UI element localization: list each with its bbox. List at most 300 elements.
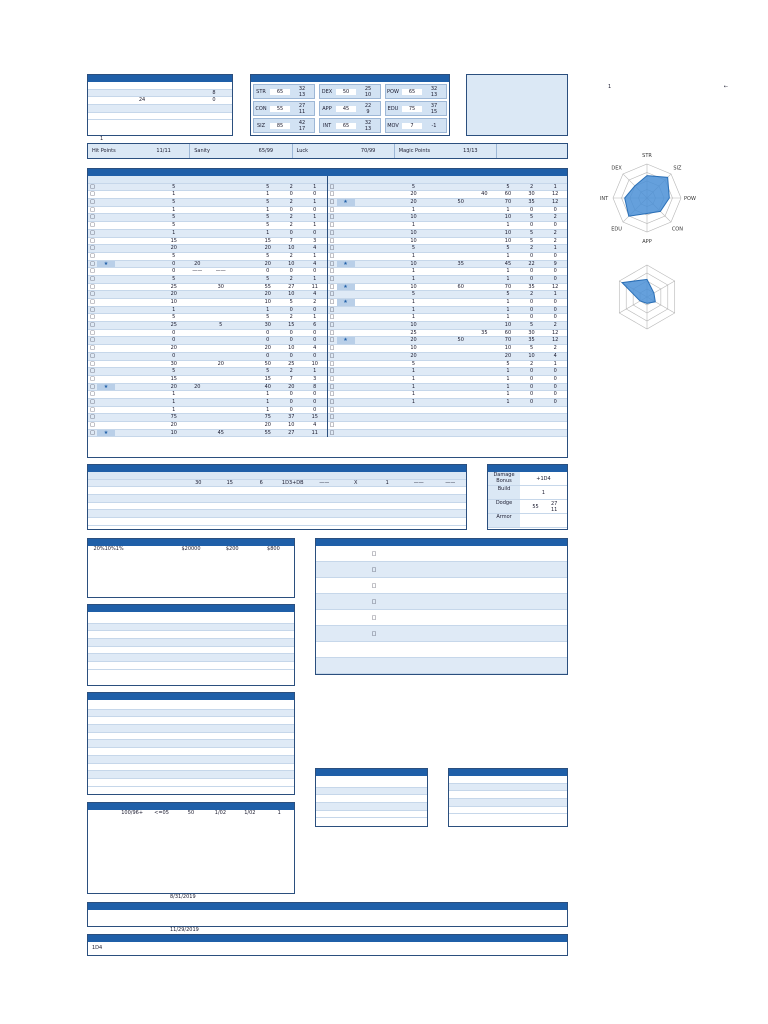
skill-value bbox=[233, 253, 257, 260]
basic-info-rows bbox=[88, 82, 232, 120]
skill-value: 35 bbox=[528, 199, 535, 206]
background-line-cell[interactable] bbox=[88, 771, 294, 778]
skill-row bbox=[88, 407, 327, 415]
skill-checkbox[interactable]: □ bbox=[90, 391, 95, 398]
skill-value bbox=[233, 207, 257, 214]
skill-value bbox=[473, 222, 497, 229]
skill-name bbox=[115, 245, 162, 252]
background-line-cell[interactable] bbox=[88, 733, 294, 740]
skill-value: 25 bbox=[288, 360, 295, 367]
skill-value: 11 bbox=[311, 283, 318, 290]
skill-value: 2 bbox=[553, 322, 557, 329]
story-checkbox[interactable]: □ bbox=[371, 566, 377, 573]
skill-row bbox=[88, 376, 327, 384]
background-line-cell[interactable] bbox=[88, 764, 294, 771]
skill-checkbox[interactable]: □ bbox=[90, 275, 95, 282]
skill-value: 0 bbox=[313, 229, 317, 236]
skill-value: 5 bbox=[266, 222, 270, 229]
attribute-fifth: 17 bbox=[298, 125, 306, 132]
relation-line-cell[interactable] bbox=[316, 803, 427, 810]
skill-occupation-mark bbox=[337, 384, 355, 391]
skill-value bbox=[209, 291, 233, 298]
skill-value: 10 bbox=[264, 299, 271, 305]
spell-line-cell[interactable] bbox=[449, 807, 567, 814]
skill-occupation-mark bbox=[97, 253, 115, 260]
skill-value: 1 bbox=[411, 391, 416, 398]
skill-row bbox=[88, 391, 327, 399]
skill-value: 5 bbox=[172, 183, 176, 190]
skill-checkbox[interactable]: □ bbox=[90, 383, 95, 390]
skill-value: 0 bbox=[529, 222, 534, 229]
combat-col-label bbox=[225, 472, 259, 479]
basic-info-cell: 0 bbox=[212, 97, 216, 104]
skill-checkbox[interactable]: □ bbox=[90, 191, 95, 198]
skill-value bbox=[473, 199, 497, 206]
skill-value bbox=[520, 430, 544, 437]
skill-value bbox=[473, 253, 497, 260]
skill-value bbox=[186, 422, 210, 429]
story-checkbox[interactable]: □ bbox=[371, 630, 377, 637]
skill-name bbox=[115, 299, 162, 306]
skill-value bbox=[543, 430, 567, 437]
skill-row bbox=[328, 330, 568, 338]
skill-value: 1 bbox=[411, 252, 416, 259]
skill-checkbox[interactable]: □ bbox=[90, 229, 95, 236]
skill-checkbox[interactable]: □ bbox=[90, 260, 95, 267]
skill-value bbox=[186, 414, 210, 421]
relation-line bbox=[316, 788, 427, 796]
skill-checkbox[interactable]: □ bbox=[90, 237, 95, 244]
skill-checkbox[interactable]: □ bbox=[90, 429, 95, 436]
attribute-code: APP bbox=[322, 105, 332, 112]
skill-value bbox=[449, 184, 473, 191]
attribute-code: POW bbox=[387, 88, 399, 95]
skill-row bbox=[88, 399, 327, 407]
attribute-radar-axis-label: DEX bbox=[611, 165, 622, 172]
skill-value: 1 bbox=[506, 383, 510, 390]
skill-checkbox[interactable]: □ bbox=[90, 322, 95, 329]
skill-row bbox=[88, 384, 327, 392]
skill-checkbox[interactable]: □ bbox=[90, 422, 95, 428]
skill-value: 0 bbox=[313, 352, 317, 359]
skills-col-label bbox=[540, 176, 567, 183]
skill-value bbox=[233, 376, 257, 383]
skill-checkbox[interactable]: □ bbox=[90, 314, 95, 321]
skill-checkbox[interactable]: □ bbox=[329, 306, 335, 313]
skill-value: 2 bbox=[289, 214, 293, 221]
skill-value: 5 bbox=[172, 368, 176, 375]
skill-value: 1 bbox=[411, 299, 416, 305]
skill-checkbox[interactable]: □ bbox=[90, 206, 95, 213]
attribute-fractions bbox=[358, 103, 378, 115]
skill-value bbox=[520, 414, 544, 421]
skill-value: 7 bbox=[289, 375, 293, 382]
combat-cell: 1D3+DB bbox=[281, 479, 304, 486]
skill-value: 2 bbox=[553, 229, 557, 236]
skill-checkbox[interactable]: □ bbox=[90, 222, 95, 229]
story-checkbox[interactable]: □ bbox=[371, 582, 377, 589]
skill-checkbox[interactable]: □ bbox=[90, 183, 95, 190]
skill-checkbox[interactable]: □ bbox=[90, 245, 95, 252]
skill-checkbox[interactable]: □ bbox=[329, 391, 335, 398]
skill-checkbox[interactable]: □ bbox=[90, 252, 95, 259]
skill-checkbox[interactable]: □ bbox=[329, 414, 335, 421]
skill-name bbox=[115, 230, 162, 237]
skill-value bbox=[473, 391, 497, 398]
spell-line-cell[interactable] bbox=[449, 776, 567, 783]
story-checkbox[interactable]: □ bbox=[371, 550, 377, 557]
skill-value bbox=[473, 368, 497, 375]
skill-value bbox=[425, 268, 449, 275]
skill-value bbox=[186, 253, 210, 260]
relation-line-cell[interactable] bbox=[316, 780, 427, 787]
basic-info-cell bbox=[88, 90, 124, 97]
derived-label-en: Damage Bonus bbox=[493, 472, 515, 484]
skill-occupation-mark: ★ bbox=[337, 337, 355, 344]
skill-value: 5 bbox=[506, 245, 510, 252]
skill-checkbox[interactable]: □ bbox=[90, 337, 95, 344]
attribute-cell bbox=[319, 118, 381, 133]
skill-checkbox[interactable]: □ bbox=[329, 191, 335, 198]
skill-checkbox[interactable]: □ bbox=[329, 368, 335, 375]
combat-cell: 30 bbox=[195, 479, 202, 486]
skill-value bbox=[209, 376, 233, 383]
attribute-radar-axis-label: CON bbox=[671, 226, 683, 233]
item-line-cell[interactable] bbox=[88, 647, 294, 654]
background-line-cell[interactable] bbox=[88, 725, 294, 732]
skill-value: 1 bbox=[411, 206, 416, 213]
skill-value bbox=[402, 430, 426, 437]
skill-occupation-mark bbox=[97, 291, 115, 298]
skill-row bbox=[88, 261, 327, 269]
basic-info-cell: 24 bbox=[138, 97, 146, 104]
madness-values bbox=[88, 810, 294, 817]
skill-value: 70 bbox=[504, 199, 512, 206]
background-line bbox=[88, 702, 294, 710]
skill-value bbox=[425, 307, 449, 314]
skill-checkbox[interactable]: □ bbox=[329, 252, 335, 259]
skill-checkbox[interactable]: □ bbox=[90, 352, 95, 359]
skill-value bbox=[425, 222, 449, 229]
skill-value: 0 bbox=[553, 368, 557, 375]
skill-checkbox[interactable]: □ bbox=[329, 245, 335, 252]
background-line bbox=[88, 710, 294, 718]
skills-col-label bbox=[168, 176, 194, 183]
background-line-cell[interactable] bbox=[88, 756, 294, 763]
attribute-value: 75 bbox=[402, 106, 422, 112]
relation-line-cell[interactable] bbox=[316, 795, 427, 802]
skill-checkbox[interactable]: □ bbox=[329, 406, 335, 413]
skill-checkbox[interactable]: □ bbox=[90, 291, 95, 298]
skill-row bbox=[328, 291, 568, 299]
attribute-code: STR bbox=[256, 88, 266, 95]
skill-checkbox[interactable]: □ bbox=[90, 214, 95, 221]
background-line-cell[interactable] bbox=[88, 740, 294, 747]
skill-value: 2 bbox=[529, 183, 534, 190]
skill-value bbox=[186, 191, 210, 198]
skill-value: 20 bbox=[170, 422, 177, 428]
skill-checkbox[interactable]: □ bbox=[329, 352, 335, 359]
skill-checkbox[interactable]: □ bbox=[329, 345, 335, 352]
skill-value: 5 bbox=[172, 214, 176, 221]
madness-line bbox=[88, 844, 294, 853]
skill-checkbox[interactable]: □ bbox=[90, 329, 95, 336]
item-line-cell[interactable] bbox=[88, 631, 294, 638]
skill-value: 0 bbox=[289, 229, 293, 236]
skill-name bbox=[355, 376, 402, 383]
skills-col-label bbox=[381, 176, 408, 183]
combat-cell bbox=[120, 480, 152, 487]
attribute-name bbox=[386, 123, 400, 129]
skill-checkbox[interactable]: □ bbox=[329, 322, 335, 329]
attribute-radar-axis-label: POW bbox=[684, 196, 696, 202]
skill-value bbox=[473, 299, 497, 306]
madness-line bbox=[88, 853, 294, 862]
skill-row bbox=[88, 222, 327, 230]
skill-name bbox=[115, 261, 162, 268]
story-checkbox[interactable]: □ bbox=[371, 598, 377, 605]
skill-name bbox=[115, 322, 162, 329]
skill-value bbox=[449, 422, 473, 429]
skill-value bbox=[496, 422, 520, 429]
attribute-value: 65 bbox=[402, 89, 422, 95]
skill-value: 37 bbox=[288, 414, 295, 421]
basic-info-cell bbox=[88, 113, 124, 120]
skill-value: 0 bbox=[289, 329, 293, 336]
skill-checkbox[interactable]: □ bbox=[329, 329, 335, 336]
skill-checkbox[interactable]: □ bbox=[329, 214, 335, 221]
skill-checkbox[interactable]: □ bbox=[90, 299, 95, 305]
right-note-value-1: 1 bbox=[608, 84, 612, 90]
skill-checkbox[interactable]: □ bbox=[329, 206, 335, 213]
skill-value bbox=[425, 337, 449, 344]
skill-occupation-mark bbox=[337, 314, 355, 321]
skill-value bbox=[425, 422, 449, 429]
skill-value bbox=[449, 207, 473, 214]
skill-checkbox[interactable]: □ bbox=[329, 268, 335, 275]
status-label-en: Magic Points bbox=[398, 148, 431, 154]
combat-cell: 15 bbox=[226, 479, 233, 486]
skill-occupation-mark bbox=[97, 353, 115, 360]
skill-value: 2 bbox=[553, 345, 557, 352]
skill-row bbox=[88, 276, 327, 284]
skill-value: 5 bbox=[172, 314, 176, 321]
skill-occupation-mark: ★ bbox=[97, 384, 115, 391]
skill-value: 0 bbox=[529, 375, 534, 382]
skill-checkbox[interactable]: □ bbox=[329, 229, 335, 236]
skill-checkbox[interactable]: □ bbox=[329, 291, 335, 298]
skill-value: 0 bbox=[529, 368, 534, 375]
wealth-values bbox=[88, 546, 294, 553]
skill-value bbox=[209, 276, 233, 283]
skill-checkbox[interactable]: □ bbox=[329, 422, 335, 428]
story-checkbox[interactable]: □ bbox=[371, 614, 377, 621]
skill-name bbox=[355, 214, 402, 221]
spell-line-cell[interactable] bbox=[449, 799, 567, 806]
skill-value: 1 bbox=[172, 391, 176, 398]
skill-value: 5 bbox=[529, 322, 534, 329]
skill-value bbox=[233, 407, 257, 414]
skill-checkbox[interactable]: □ bbox=[90, 398, 95, 405]
skill-value: 20 bbox=[170, 345, 177, 352]
background-line-cell[interactable] bbox=[88, 710, 294, 717]
background-line-cell[interactable] bbox=[88, 717, 294, 724]
skill-checkbox[interactable]: □ bbox=[90, 360, 95, 367]
skill-checkbox[interactable]: □ bbox=[329, 199, 335, 206]
skill-checkbox[interactable]: □ bbox=[90, 414, 95, 421]
madness-value: 1 bbox=[277, 810, 281, 816]
skill-value: 30 bbox=[170, 360, 177, 367]
skill-name bbox=[355, 330, 402, 337]
item-line-cell[interactable] bbox=[88, 624, 294, 631]
derived-label-en: Dodge bbox=[495, 500, 513, 506]
skill-checkbox[interactable]: □ bbox=[329, 360, 335, 367]
skill-name bbox=[355, 253, 402, 260]
skill-value: 20 bbox=[194, 383, 201, 390]
skill-checkbox[interactable]: □ bbox=[329, 260, 335, 267]
skill-occupation-mark bbox=[97, 422, 115, 429]
attribute-fractions bbox=[424, 86, 444, 98]
skill-row bbox=[328, 184, 568, 192]
skill-row bbox=[328, 322, 568, 330]
skill-value: 10 bbox=[528, 352, 535, 359]
skills-col-label bbox=[115, 176, 141, 183]
skill-name bbox=[115, 368, 162, 375]
skill-checkbox[interactable]: □ bbox=[90, 306, 95, 313]
skill-checkbox[interactable]: □ bbox=[329, 222, 335, 229]
skill-value: 0 bbox=[172, 268, 176, 275]
skill-checkbox[interactable]: □ bbox=[90, 283, 95, 290]
skill-value: 0 bbox=[529, 306, 534, 313]
background-line-cell[interactable] bbox=[88, 779, 294, 786]
skill-value bbox=[186, 207, 210, 214]
portrait-box[interactable] bbox=[466, 74, 568, 136]
right-note-values bbox=[608, 84, 728, 90]
skill-value bbox=[186, 230, 210, 237]
skills-left-column bbox=[88, 176, 328, 437]
skill-value: 1 bbox=[411, 275, 416, 282]
skill-value bbox=[425, 384, 449, 391]
skill-checkbox[interactable]: □ bbox=[90, 368, 95, 375]
skill-value bbox=[473, 322, 497, 329]
skill-name bbox=[115, 284, 162, 291]
skill-occupation-mark bbox=[337, 222, 355, 229]
skill-value: 0 bbox=[553, 391, 557, 398]
skills-col-label bbox=[194, 176, 220, 183]
combat-col-label bbox=[191, 472, 225, 479]
combat-cell: —— bbox=[413, 479, 424, 486]
skill-value bbox=[233, 222, 257, 229]
spell-line-cell[interactable] bbox=[449, 784, 567, 791]
skill-occupation-mark: ★ bbox=[97, 430, 115, 437]
relations-header bbox=[316, 769, 427, 776]
attribute-value: 7 bbox=[402, 123, 422, 129]
skill-checkbox[interactable]: □ bbox=[329, 375, 335, 382]
skill-occupation-mark bbox=[337, 238, 355, 245]
derived-fifth: 11 bbox=[551, 506, 558, 513]
relation-line-cell[interactable] bbox=[316, 788, 427, 795]
basic-info-row bbox=[88, 105, 232, 113]
skill-row bbox=[328, 199, 568, 207]
skill-value bbox=[449, 345, 473, 352]
skill-checkbox[interactable]: □ bbox=[329, 429, 335, 436]
skill-value bbox=[402, 414, 426, 421]
skill-value: 2 bbox=[553, 237, 557, 244]
status-item bbox=[88, 144, 190, 158]
basic-info-panel bbox=[87, 74, 233, 136]
spell-line-cell[interactable] bbox=[449, 791, 567, 798]
skill-value: 7 bbox=[289, 237, 293, 244]
skill-value bbox=[233, 214, 257, 221]
combat-row bbox=[88, 480, 466, 488]
skills-col-check bbox=[88, 176, 97, 183]
skill-value: 0 bbox=[313, 329, 317, 336]
skill-name bbox=[355, 307, 402, 314]
skill-value bbox=[425, 322, 449, 329]
skill-checkbox[interactable]: □ bbox=[90, 268, 95, 275]
skill-value: 0 bbox=[289, 352, 293, 359]
skill-value: 0 bbox=[529, 398, 534, 405]
skill-value: 1 bbox=[506, 222, 510, 229]
skill-name bbox=[355, 322, 402, 329]
relation-line-cell[interactable] bbox=[316, 811, 427, 818]
skill-value: 27 bbox=[288, 283, 295, 290]
status-value: 70/99 bbox=[360, 148, 376, 154]
skill-checkbox[interactable]: □ bbox=[329, 183, 335, 190]
skill-checkbox[interactable]: □ bbox=[329, 383, 335, 390]
skill-checkbox[interactable]: □ bbox=[329, 275, 335, 282]
item-line-cell[interactable] bbox=[88, 654, 294, 661]
skill-value: 1 bbox=[313, 183, 317, 190]
skill-checkbox[interactable]: □ bbox=[90, 345, 95, 352]
skill-value bbox=[233, 361, 257, 368]
basic-info-footer bbox=[100, 136, 160, 142]
skill-checkbox[interactable]: □ bbox=[329, 314, 335, 321]
skill-row bbox=[328, 353, 568, 361]
basic-info-row bbox=[88, 82, 232, 90]
item-line-cell[interactable] bbox=[88, 616, 294, 623]
skill-value: 0 bbox=[529, 383, 534, 390]
item-line-cell[interactable] bbox=[88, 662, 294, 669]
skill-row bbox=[88, 245, 327, 253]
skill-checkbox[interactable]: □ bbox=[329, 398, 335, 405]
skill-value: 20 bbox=[264, 260, 271, 267]
skill-value: 2 bbox=[289, 368, 293, 375]
skill-value bbox=[449, 291, 473, 298]
status-value: 13/13 bbox=[463, 148, 478, 154]
skill-name bbox=[115, 307, 162, 314]
skill-checkbox[interactable]: □ bbox=[329, 337, 335, 344]
skill-checkbox[interactable]: □ bbox=[329, 299, 335, 305]
skill-checkbox[interactable]: □ bbox=[329, 283, 335, 290]
background-line-cell[interactable] bbox=[88, 748, 294, 755]
skill-value: 1 bbox=[411, 268, 416, 275]
combat-cell: 6 bbox=[259, 479, 263, 486]
combat-cell bbox=[120, 487, 152, 494]
item-line-cell[interactable] bbox=[88, 639, 294, 646]
skill-name bbox=[115, 430, 162, 437]
skill-checkbox[interactable]: □ bbox=[90, 199, 95, 206]
background-line-cell[interactable] bbox=[88, 702, 294, 709]
skill-row bbox=[328, 407, 568, 415]
attribute-cell bbox=[319, 84, 381, 99]
skill-checkbox[interactable]: □ bbox=[90, 406, 95, 413]
skill-value bbox=[425, 238, 449, 245]
skill-checkbox[interactable]: □ bbox=[90, 375, 95, 382]
skill-checkbox[interactable]: □ bbox=[329, 237, 335, 244]
skills-col-label bbox=[221, 176, 247, 183]
skill-value: 2 bbox=[289, 252, 293, 259]
